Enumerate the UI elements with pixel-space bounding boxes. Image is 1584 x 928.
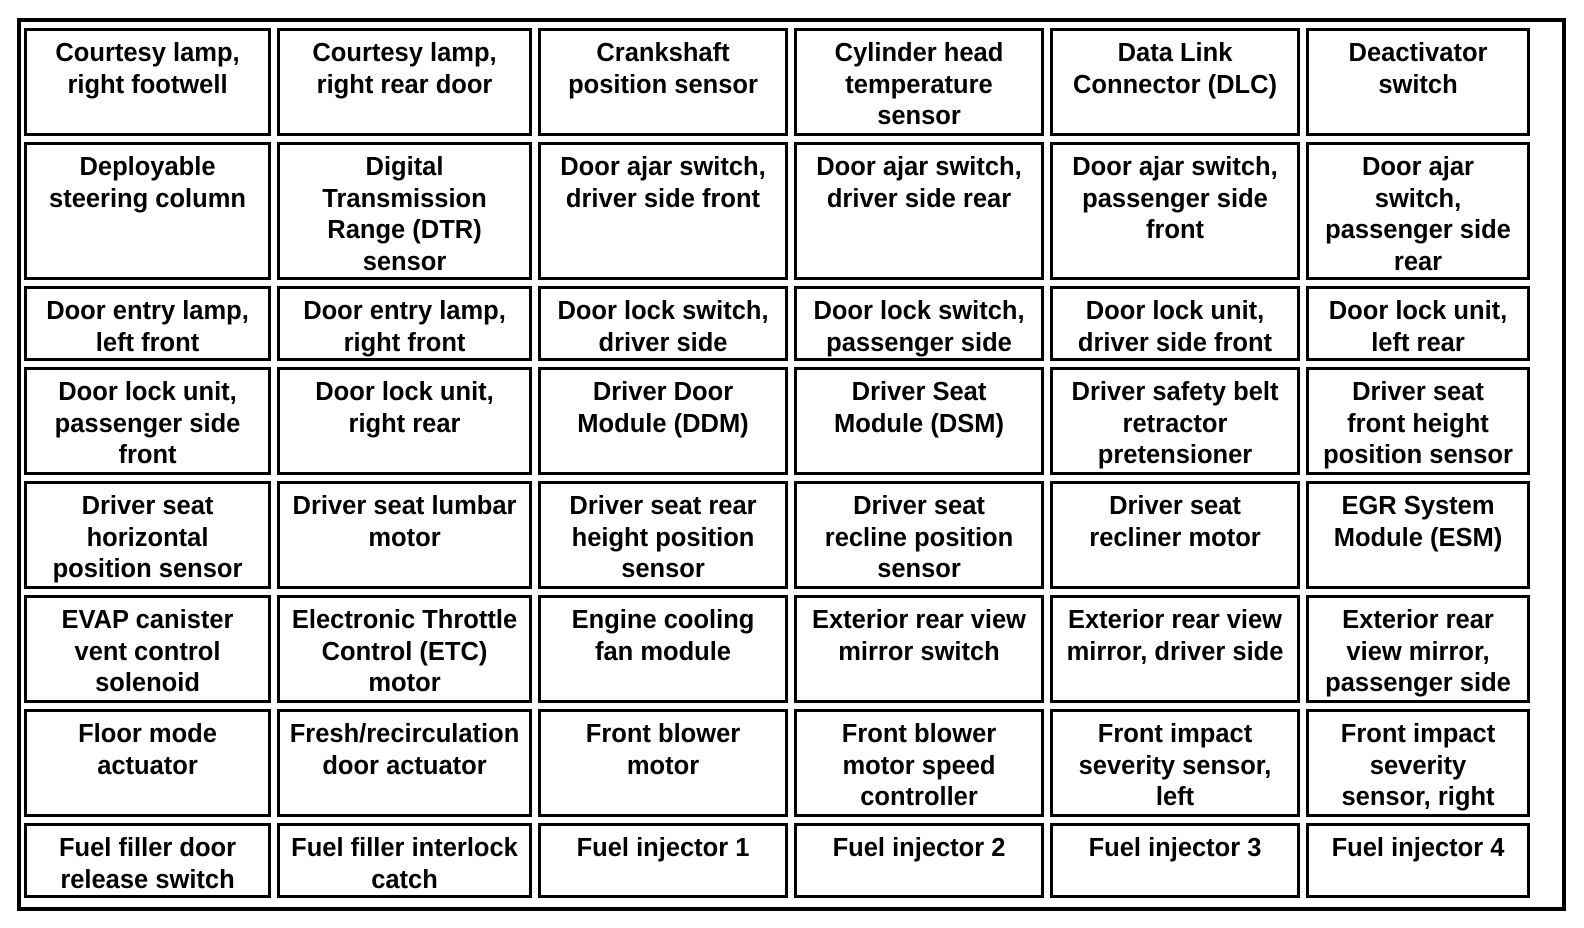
table-cell: Door ajar switch, passenger side front [1050,142,1300,280]
table-cell: Driver safety belt retractor pretensioner [1050,367,1300,475]
table-cell: Electronic Throttle Control (ETC) motor [277,595,532,703]
table-cell: Crankshaft position sensor [538,28,788,136]
table-cell: Door lock unit, driver side front [1050,286,1300,361]
table-cell: Door lock switch, passenger side [794,286,1044,361]
table-cell: Fuel injector 2 [794,823,1044,898]
table-cell: Door lock unit, right rear [277,367,532,475]
table-cell: Door ajar switch, driver side rear [794,142,1044,280]
table-cell: Deactivator switch [1306,28,1530,136]
component-table [24,28,1559,903]
table-cell: Driver Seat Module (DSM) [794,367,1044,475]
table-cell: Cylinder head temperature sensor [794,28,1044,136]
table-cell: Driver seat lumbar motor [277,481,532,589]
table-cell: Door ajar switch, driver side front [538,142,788,280]
table-cell: Door lock unit, left rear [1306,286,1530,361]
table-cell: Door lock switch, driver side [538,286,788,361]
table-cell: Fresh/recirculation door actuator [277,709,532,817]
table-cell: Fuel filler interlock catch [277,823,532,898]
table-cell: Engine cooling fan module [538,595,788,703]
table-cell: Digital Transmission Range (DTR) sensor [277,142,532,280]
table-cell: Courtesy lamp, right rear door [277,28,532,136]
table-cell: Fuel injector 1 [538,823,788,898]
table-cell: Driver seat rear height position sensor [538,481,788,589]
table-cell: Deployable steering column [24,142,271,280]
table-cell: Driver seat recliner motor [1050,481,1300,589]
table-cell: EGR System Module (ESM) [1306,481,1530,589]
table-cell: Door entry lamp, right front [277,286,532,361]
table-cell: Fuel injector 4 [1306,823,1530,898]
table-cell: Floor mode actuator [24,709,271,817]
table-cell: Data Link Connector (DLC) [1050,28,1300,136]
table-cell: EVAP canister vent control solenoid [24,595,271,703]
table-cell: Driver seat front height position sensor [1306,367,1530,475]
table-cell: Front impact severity sensor, left [1050,709,1300,817]
table-cell: Door lock unit, passenger side front [24,367,271,475]
table-cell: Exterior rear view mirror, driver side [1050,595,1300,703]
table-cell: Fuel filler door release switch [24,823,271,898]
table-cell: Exterior rear view mirror, passenger side [1306,595,1530,703]
table-cell: Door entry lamp, left front [24,286,271,361]
table-cell: Driver Door Module (DDM) [538,367,788,475]
table-cell: Fuel injector 3 [1050,823,1300,898]
table-cell: Exterior rear view mirror switch [794,595,1044,703]
table-cell: Driver seat recline position sensor [794,481,1044,589]
table-cell: Front impact severity sensor, right [1306,709,1530,817]
table-cell: Door ajar switch, passenger side rear [1306,142,1530,280]
table-cell: Driver seat horizontal position sensor [24,481,271,589]
table-cell: Courtesy lamp, right footwell [24,28,271,136]
table-cell: Front blower motor speed controller [794,709,1044,817]
table-cell: Front blower motor [538,709,788,817]
